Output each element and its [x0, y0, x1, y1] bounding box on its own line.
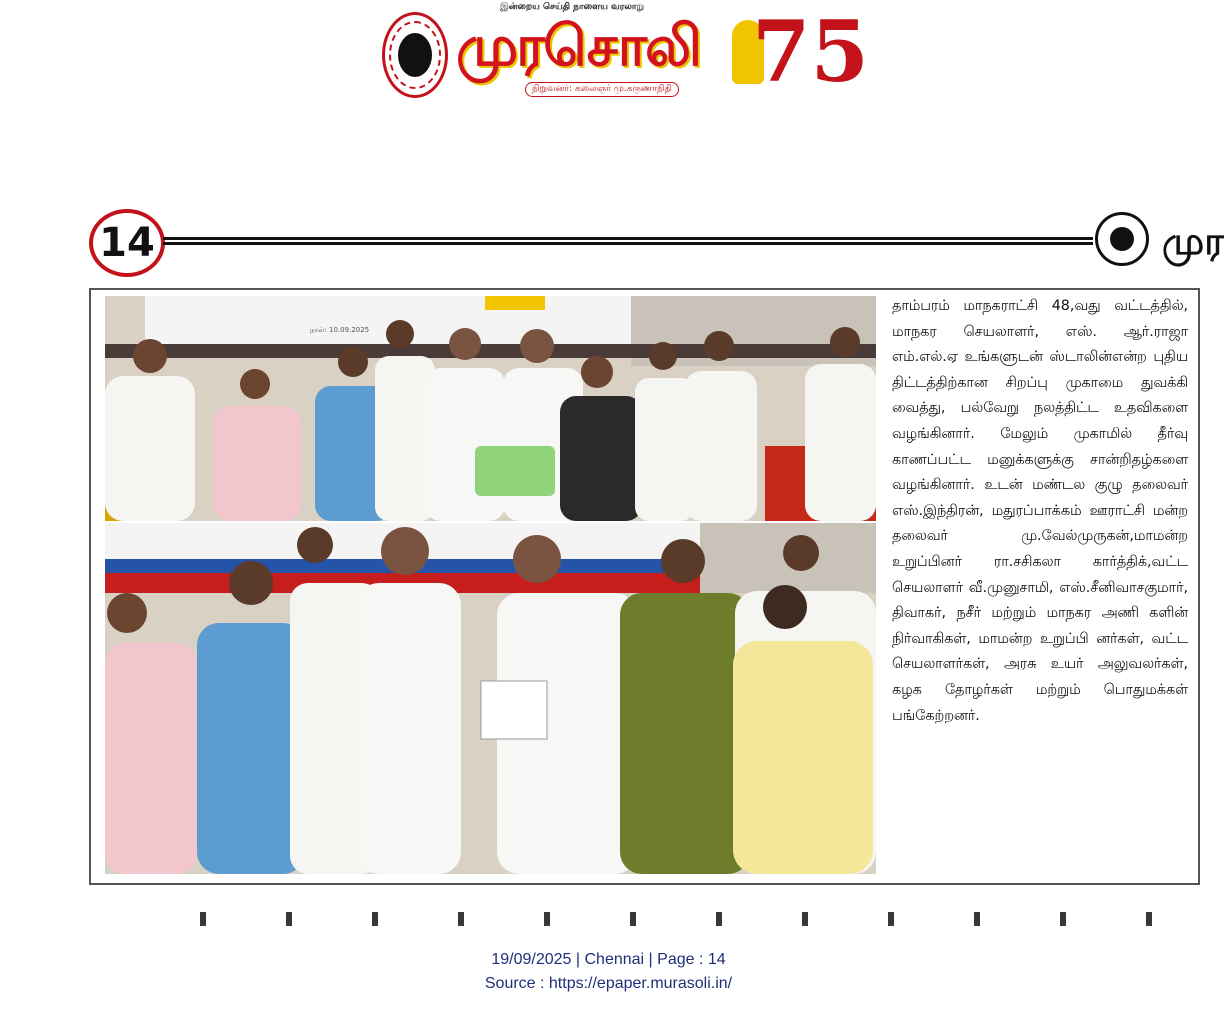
anniversary-number: 75 — [752, 2, 869, 101]
page-rule-line — [163, 237, 1093, 245]
page-number-badge — [89, 209, 165, 277]
page-footer — [0, 948, 1217, 996]
article-photo-top — [105, 296, 876, 521]
footer-city: Chennai — [584, 951, 645, 968]
rule-masthead-text: முர — [1162, 219, 1224, 263]
footer-page-label: Page : 14 — [657, 951, 726, 968]
party-emblem-icon — [382, 12, 448, 98]
footer-edition-line — [0, 948, 1217, 972]
footer-separator: | — [648, 951, 653, 968]
footer-source-line — [0, 972, 1217, 996]
rule-emblem-icon — [1095, 212, 1149, 266]
footer-date: 19/09/2025 — [491, 951, 572, 968]
banner-date: நாள்: 10.09.2025 — [310, 326, 370, 334]
next-article-cutoff — [200, 912, 1180, 926]
photo-bottom-image — [105, 523, 876, 874]
photo-top-image — [105, 296, 876, 521]
founder-line: நிறுவனர்: கலைஞர் மு.கருணாநிதி — [525, 82, 679, 97]
footer-separator: | — [575, 951, 581, 968]
masthead-tagline: இன்றைய செய்தி நாளைய வரலாறு — [500, 2, 645, 12]
masthead — [380, 0, 869, 104]
article-photo-bottom — [105, 523, 876, 874]
article-box — [89, 288, 1200, 885]
footer-source-label: Source : — [484, 975, 549, 992]
newspaper-logo: முரசொலி — [456, 14, 700, 79]
article-body-text: தாம்பரம் மாநகராட்சி 48,வது வட்டத்தில், மாநகர செயலாளர், எஸ். ஆர்.ராஜா எம்.எல்.ஏ உங்களுடன் ஸ்டாலின்என்ற புதிய திட்டத்திற்கான சிறப்பு முகாமை துவக்கி வைத்து, பல்வேறு நலத்திட்ட உதவிகளை வழங்கினார். மேலும் முகாமில் தீர்வு காணப்பட்ட மனுக்களுக்கு சான்றிதழ்களை வழங்கினார். உடன் மண்டல குழு தலைவர் எஸ்.இந்திரன், மதுரப்பாக்கம் ஊராட்சி மன்ற தலைவர் மு.வேல்முருகன்,மாமன்ற உறுப்பினர் ரா.சசிகலா கார்த்திக்,வட்ட செயலாளர் வீ.முனுசாமி, எஸ்.சீனிவாசகுமார், திவாகர், நசீர் மற்றும் மாநகர அணி களின் நிர்வாகிகள், மாமன்ற உறுப்பி னர்கள், வட்ட செயலாளர்கள், அரசு உயர் அலுவலர்கள், கழக தோழர்கள் மற்றும் பொதுமக்கள் பங்கேற்றனர். — [892, 298, 1188, 724]
footer-source-link[interactable]: https://epaper.murasoli.in/ — [548, 975, 733, 992]
page-number: 14 — [99, 220, 155, 266]
